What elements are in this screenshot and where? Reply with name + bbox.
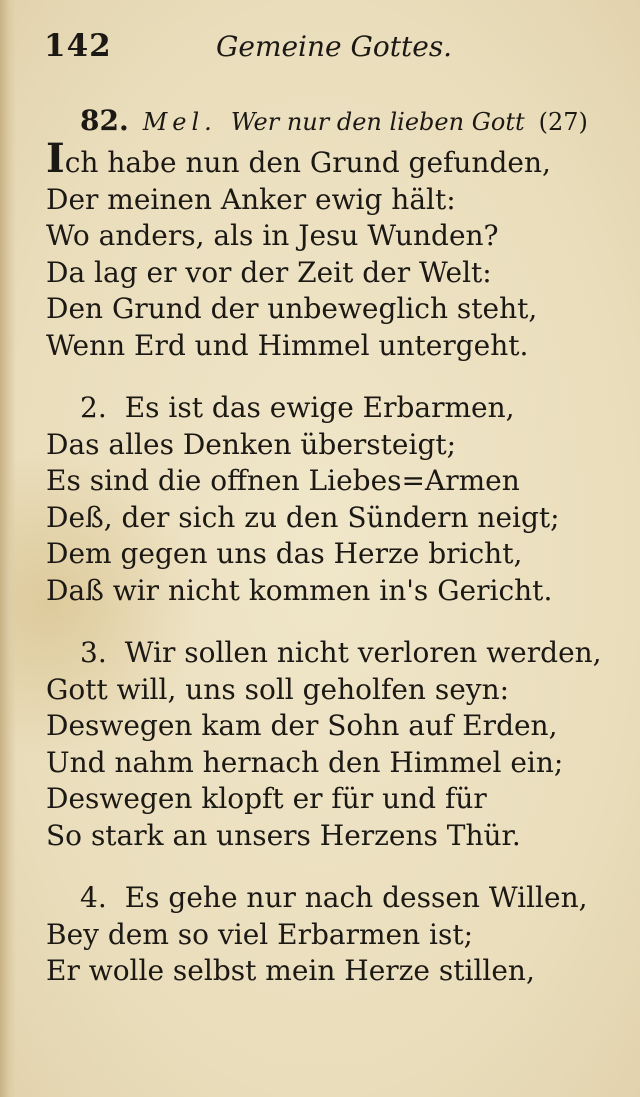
verse-line: Es sind die offnen Liebes=Armen [46,464,520,497]
hymn-text [46,135,616,1016]
stanza-1 [46,135,616,364]
running-title: Gemeine Gottes. [216,30,453,63]
verse-line [46,135,616,182]
verse-line-text: Wir sollen nicht verloren werden, [124,636,602,669]
tune-name: Wer nur den lieben Gott [230,108,525,136]
verse-line-text: Es gehe nur nach dessen Willen, [124,881,588,914]
verse-line: Er wolle selbst mein Herze stillen, [46,954,535,987]
hymn-number: 82. [80,104,129,137]
verse-line-numbered [46,635,616,672]
verse-line: Wenn Erd und Himmel untergeht. [46,328,529,362]
verse-line-numbered [46,390,616,427]
verse-line: Wo anders, als in Jesu Wunden? [46,219,499,252]
tune-reference: (27) [538,108,588,136]
verse-line: Der meinen Anker ewig hält: [46,182,456,216]
verse-line: So stark an unsers Herzens Thür. [46,818,521,852]
verse-line-rest: ch habe nun den Grund gefunden, [64,146,551,179]
melody-label: Mel. [142,108,217,136]
stanza-number: 4. [80,881,107,914]
verse-line: Und nahm hernach den Himmel ein; [46,745,564,779]
verse-line: Daß wir nicht kommen in's Gericht. [46,573,553,607]
page-number: 142 [44,28,112,64]
drop-initial: I [46,135,65,182]
stanza-2 [46,390,616,609]
stanza-number: 3. [80,636,107,669]
verse-line: Bey dem so viel Erbarmen ist; [46,917,474,951]
verse-line: Deswegen klopft er für und für [46,782,487,815]
verse-line-text: Es ist das ewige Erbarmen, [124,391,515,424]
verse-line-numbered [46,880,616,917]
verse-line: Deswegen kam der Sohn auf Erden, [46,709,558,742]
verse-line: Das alles Denken übersteigt; [46,427,457,461]
stanza-3 [46,635,616,854]
page-header [44,22,604,78]
verse-line: Dem gegen uns das Herze bricht, [46,537,523,570]
stanza-4 [46,880,616,990]
stanza-number: 2. [80,391,107,424]
verse-line: Da lag er vor der Zeit der Welt: [46,255,492,289]
verse-line: Deß, der sich zu den Sündern neigt; [46,500,560,534]
page-gutter [0,0,16,1097]
hymn-heading [80,104,588,137]
verse-line: Den Grund der unbeweglich steht, [46,292,538,325]
verse-line: Gott will, uns soll geholfen seyn: [46,672,510,706]
